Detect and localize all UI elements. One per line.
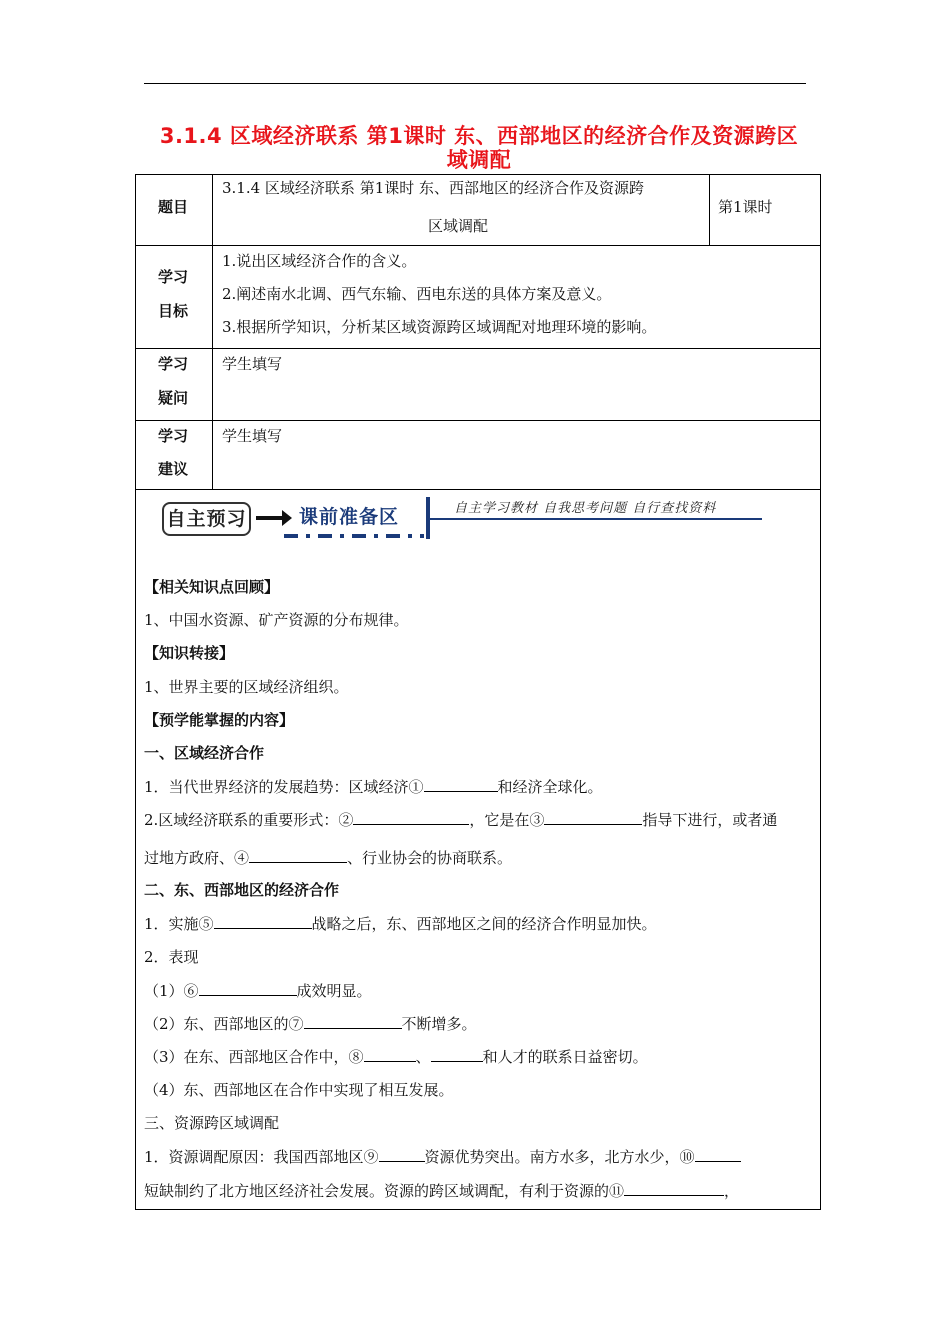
text-fragment: 资源优势突出。南方水多，北方水少，⑩	[424, 1148, 695, 1166]
goals-label-1: 学习	[158, 268, 189, 286]
section-2-line-3	[144, 980, 372, 1001]
section-2-line-5	[144, 1046, 648, 1067]
questions-label-2: 疑问	[158, 389, 189, 407]
preview-banner	[162, 494, 762, 546]
text-fragment: 、行业协会的协商联系。	[347, 849, 513, 867]
fill-blank-3[interactable]	[544, 809, 642, 825]
dash-underline	[284, 534, 424, 538]
text-fragment: 不断增多。	[401, 1015, 477, 1033]
text-fragment: 1．当代世界经济的发展趋势：区域经济①	[144, 778, 424, 796]
fill-blank-1[interactable]	[424, 776, 498, 792]
fill-blank-8b[interactable]	[431, 1046, 483, 1062]
fill-blank-11[interactable]	[624, 1180, 724, 1196]
self-study-logo: 自主预习	[162, 502, 251, 536]
section-2-heading: 二、东、西部地区的经济合作	[144, 881, 340, 899]
section-1-line-3	[144, 847, 512, 868]
goal-item: 2.阐述南水北调、西气东输、西电东送的具体方案及意义。	[222, 285, 612, 303]
row-divider	[135, 420, 821, 421]
text-fragment: ，它是在③	[469, 811, 545, 829]
goal-item: 3.根据所学知识，分析某区域资源跨区域调配对地理环境的影响。	[222, 318, 657, 336]
section-3-line-1	[144, 1146, 741, 1167]
questions-label-1: 学习	[158, 355, 189, 373]
review-heading: 【相关知识点回顾】	[144, 578, 280, 596]
row-divider	[135, 245, 821, 246]
topic-text-line-1: 3.1.4 区域经济联系 第1课时 东、西部地区的经济合作及资源跨	[222, 179, 645, 197]
arrow-right-icon	[256, 516, 284, 520]
text-fragment: 、	[415, 1048, 431, 1066]
page-title-line-2: 域调配	[446, 148, 512, 172]
col-divider	[709, 174, 710, 245]
header-rule	[144, 83, 806, 84]
section-3-line-2	[144, 1180, 739, 1201]
topic-text-line-2: 区域调配	[428, 217, 489, 235]
text-fragment: 过地方政府、④	[144, 849, 250, 867]
section-2-line-4	[144, 1013, 477, 1034]
text-fragment: （3）在东、西部地区合作中，⑧	[144, 1048, 364, 1066]
topic-label: 题目	[158, 198, 189, 216]
fill-blank-9[interactable]	[379, 1146, 425, 1162]
text-fragment: 战略之后，东、西部地区之间的经济合作明显加快。	[311, 915, 657, 933]
questions-value: 学生填写	[222, 355, 283, 373]
text-fragment: 1．资源调配原因：我国西部地区⑨	[144, 1148, 379, 1166]
fill-blank-7[interactable]	[304, 1013, 402, 1029]
link-heading: 【知识转接】	[144, 644, 235, 662]
row-divider	[135, 348, 821, 349]
banner-motto: 自主学习教材 自我思考问题 自行查找资料	[454, 501, 717, 516]
goal-item: 1.说出区域经济合作的含义。	[222, 252, 417, 270]
goals-label-2: 目标	[158, 302, 189, 320]
review-item: 1、中国水资源、矿产资源的分布规律。	[144, 611, 409, 629]
fill-blank-4[interactable]	[249, 847, 347, 863]
text-fragment: 和经济全球化。	[497, 778, 603, 796]
period-cell: 第1课时	[718, 198, 773, 216]
section-2-line-6: （4）东、西部地区在合作中实现了相互发展。	[144, 1081, 454, 1099]
col-divider	[212, 174, 213, 489]
suggest-value: 学生填写	[222, 427, 283, 445]
section-2-line-2: 2．表现	[144, 948, 199, 966]
text-fragment: 短缺制约了北方地区经济社会发展。资源的跨区域调配，有利于资源的⑪	[144, 1182, 625, 1200]
fill-blank-5[interactable]	[214, 913, 312, 929]
fill-blank-6[interactable]	[199, 980, 297, 996]
banner-line	[430, 518, 762, 520]
fill-blank-10[interactable]	[695, 1146, 741, 1162]
suggest-label-2: 建议	[158, 460, 189, 478]
page-title	[136, 124, 822, 172]
text-fragment: （2）东、西部地区的⑦	[144, 1015, 304, 1033]
prep-zone-label: 课前准备区	[299, 506, 400, 528]
page-title-line-1: 3.1.4 区域经济联系 第1课时 东、西部地区的经济合作及资源跨区	[159, 124, 799, 148]
fill-blank-8a[interactable]	[364, 1046, 416, 1062]
text-fragment: ，	[724, 1182, 740, 1200]
section-1-line-1	[144, 776, 603, 797]
row-divider	[135, 489, 821, 490]
text-fragment: 1．实施⑤	[144, 915, 214, 933]
text-fragment: 成效明显。	[296, 982, 372, 1000]
link-item: 1、世界主要的区域经济组织。	[144, 678, 349, 696]
text-fragment: 指导下进行，或者通	[642, 811, 778, 829]
section-1-heading: 一、区域经济合作	[144, 744, 265, 762]
pre-heading: 【预学能掌握的内容】	[144, 711, 295, 729]
fill-blank-2[interactable]	[353, 809, 469, 825]
section-2-line-1	[144, 913, 657, 934]
suggest-label-1: 学习	[158, 427, 189, 445]
section-3-heading: 三、资源跨区域调配	[144, 1114, 280, 1132]
text-fragment: 和人才的联系日益密切。	[482, 1048, 648, 1066]
section-1-line-2	[144, 809, 777, 830]
text-fragment: （1）⑥	[144, 982, 199, 1000]
text-fragment: 2.区域经济联系的重要形式：②	[144, 811, 354, 829]
